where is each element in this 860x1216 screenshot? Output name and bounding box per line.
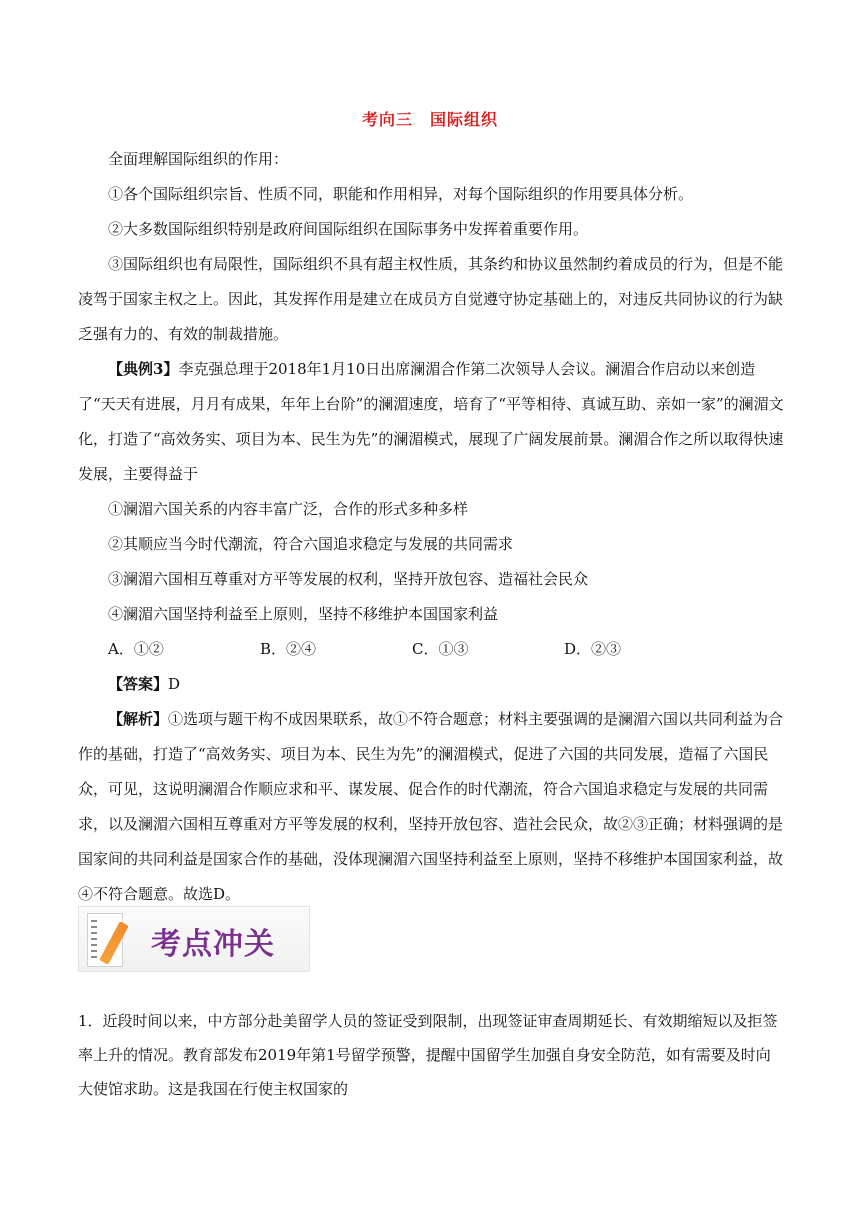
example-stem: 李克强总理于2018年1月10日出席澜湄合作第二次领导人会议。澜湄合作启动以来创造了“天天有进展，月月有成果，年年上台阶”的澜湄速度，培育了“平等相待、真诚互助、亲如一家”的澜湄文化，打造了“高效务实、项目为本、民生为先”的澜湄模式，展现了广阔发展前景。澜湄合作之所以取得快速发展，主要得益于 [78,360,784,483]
analysis-tag: 【解析】 [108,710,169,728]
answer-value: D [168,675,181,693]
intro-point-1: ①各个国际组织宗旨、性质不同，职能和作用相异，对每个国际组织的作用要具体分析。 [108,185,694,203]
example-item-2: ②其顺应当今时代潮流，符合六国追求稳定与发展的共同需求 [108,535,514,553]
banner-label: 考点冲关 [151,927,275,962]
analysis-text: ①选项与题干构不成因果联系，故①不符合题意；材料主要强调的是澜湄六国以共同利益为合作的基础，打造了“高效务实、项目为本、民生为先”的澜湄模式，促进了六国的共同发展，造福了六国民众，可见，这说明澜湄合作顺应求和平、谋发展、促合作的时代潮流，符合六国追求稳定与发展的共同需求，以及澜湄六国相互尊重对方平等发展的权利，坚持开放包容、造社会民众，故②③正确；材料强调的是国家间的共同利益是国家合作的基础，没体现澜湄六国坚持利益至上原则，坚持不移维护本国国家利益，故④不符合题意。故选D。 [78,710,784,903]
example-tag: 【典例3】 [108,360,179,378]
example-item-3: ③澜湄六国相互尊重对方平等发展的权利，坚持开放包容、造福社会民众 [108,570,589,588]
intro-point-2: ②大多数国际组织特别是政府间国际组织在国际事务中发挥着重要作用。 [108,220,589,238]
question-1: 1．近段时间以来，中方部分赴美留学人员的签证受到限制，出现签证审查周期延长、有效期缩短以及拒签率上升的情况。教育部发布2019年第1号留学预警，提醒中国留学生加强自身安全防范，如有需要及时向大使馆求助。这是我国在行使主权国家的 [78,1012,778,1098]
analysis-paragraph [78,702,784,912]
intro-point-3: ③国际组织也有局限性，国际组织不具有超主权性质，其条约和协议虽然制约着成员的行为，但是不能凌驾于国家主权之上。因此，其发挥作用是建立在成员方自觉遵守协定基础上的，对违反共同协议的行为缺乏强有力的、有效的制裁措施。 [78,255,784,343]
answer-line [78,667,784,702]
notebook-spiral [91,920,97,962]
intro-lead: 全面理解国际组织的作用： [108,150,289,168]
answer-options [78,632,784,667]
option-a: A．①② [108,640,164,658]
section-title: 考向三 国际组织 [361,110,498,129]
example-item-1: ①澜湄六国关系的内容丰富广泛，合作的形式多种多样 [108,500,469,518]
exam-practice-banner [78,906,310,972]
answer-tag: 【答案】 [108,675,169,693]
example-item-4: ④澜湄六国坚持利益至上原则，坚持不移维护本国国家利益 [108,605,499,623]
option-b: B．②④ [260,640,317,658]
body-text [78,142,784,912]
option-c: C．①③ [412,640,469,658]
option-d: D．②③ [564,640,622,658]
example-stem-paragraph [78,352,784,492]
